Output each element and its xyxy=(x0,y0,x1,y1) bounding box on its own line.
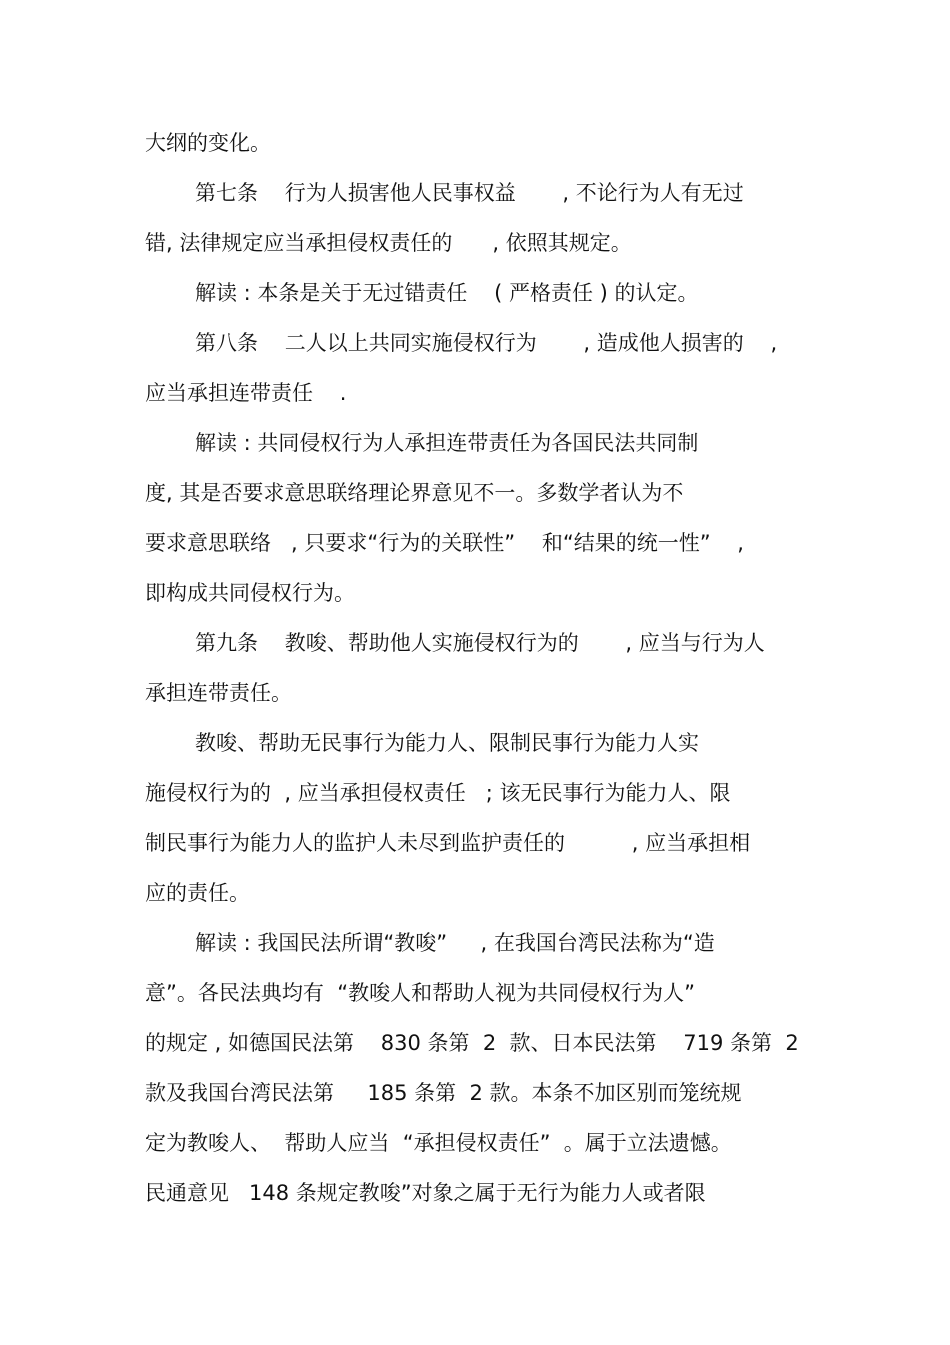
text-line: 应的责任。 xyxy=(145,881,250,905)
text-line: 定为教唆人、 帮助人应当 “承担侵权责任” 。属于立法遗憾。 xyxy=(145,1131,732,1155)
paragraph-start-line: 教唆、帮助无民事行为能力人、限制民事行为能力人实 xyxy=(195,731,699,755)
text-line: 度, 其是否要求意思联络理论界意见不一。多数学者认为不 xyxy=(145,481,684,505)
article-9-heading-line: 第九条 教唆、帮助他人实施侵权行为的 , 应当与行为人 xyxy=(195,631,765,655)
text-line: 施侵权行为的 , 应当承担侵权责任 ; 该无民事行为能力人、限 xyxy=(145,781,731,805)
text-line: 大纲的变化。 xyxy=(145,131,271,155)
text-line: 要求意思联络 , 只要求“行为的关联性” 和“结果的统一性” , xyxy=(145,531,744,555)
text-line: 款及我国台湾民法第 185 条第 2 款。本条不加区别而笼统规 xyxy=(145,1081,742,1105)
text-line: 制民事行为能力人的监护人未尽到监护责任的 , 应当承担相 xyxy=(145,831,751,855)
text-line: 应当承担连带责任 . xyxy=(145,381,347,405)
text-line: 错, 法律规定应当承担侵权责任的 , 依照其规定。 xyxy=(145,231,632,255)
interpretation-line: 解读 : 我国民法所谓“教唆” , 在我国台湾民法称为“造 xyxy=(195,931,715,955)
article-8-heading-line: 第八条 二人以上共同实施侵权行为 , 造成他人损害的 , xyxy=(195,331,778,355)
article-7-heading-line: 第七条 行为人损害他人民事权益 , 不论行为人有无过 xyxy=(195,181,744,205)
text-line: 即构成共同侵权行为。 xyxy=(145,581,355,605)
interpretation-line: 解读 : 本条是关于无过错责任 ( 严格责任 ) 的认定。 xyxy=(195,281,699,305)
text-line: 民通意见 148 条规定教唆”对象之属于无行为能力人或者限 xyxy=(145,1181,706,1205)
text-line: 意”。各民法典均有 “教唆人和帮助人视为共同侵权行为人” xyxy=(145,981,695,1005)
text-line: 承担连带责任。 xyxy=(145,681,292,705)
interpretation-line: 解读 : 共同侵权行为人承担连带责任为各国民法共同制 xyxy=(195,431,699,455)
text-line: 的规定 , 如德国民法第 830 条第 2 款、日本民法第 719 条第 2 xyxy=(145,1031,799,1055)
